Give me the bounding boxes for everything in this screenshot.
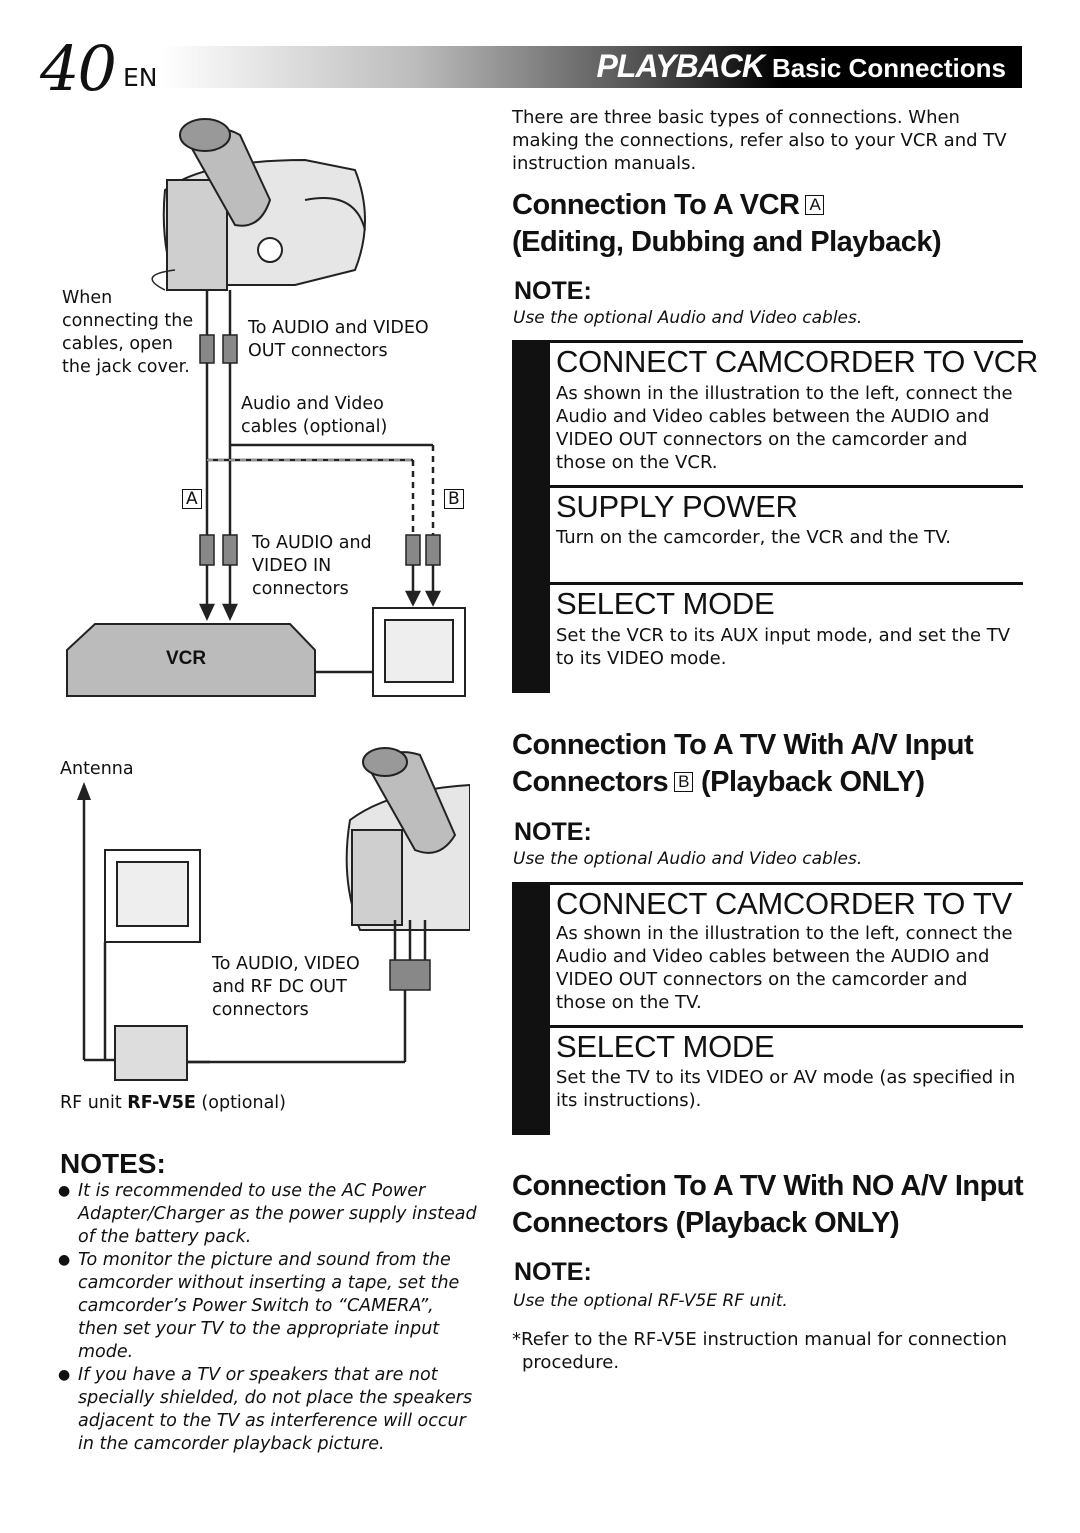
camcorder-illustration-bottom bbox=[347, 748, 470, 930]
section-a-heading-line1: Connection To A VCR bbox=[512, 189, 800, 221]
step-number: 2 bbox=[514, 1064, 544, 1118]
section-a-heading bbox=[512, 187, 1032, 261]
rf-unit-illustration bbox=[115, 1026, 187, 1080]
step-text: Turn on the camcorder, the VCR and the TV. bbox=[556, 527, 952, 548]
page-title-main: PLAYBACK bbox=[596, 48, 764, 84]
rf-unit-label bbox=[60, 1092, 286, 1115]
in-connectors-label: To AUDIO and VIDEO IN connectors bbox=[252, 533, 372, 599]
rf-unit-prefix: RF unit bbox=[60, 1093, 122, 1113]
notes-item-text: It is recommended to use the AC Power Adapter/Charger as the power supply instead of the battery pack. bbox=[78, 1181, 477, 1247]
section-b-heading-line2b: (Playback ONLY) bbox=[700, 766, 925, 798]
rf-unit-suffix: (optional) bbox=[201, 1093, 286, 1113]
section-c-heading-line1: Connection To A TV With NO A/V Input bbox=[512, 1170, 1024, 1202]
step-title: SUPPLY POWER bbox=[556, 489, 798, 524]
step-text: As shown in the illustration to the left, connect the Audio and Video cables between the AUDIO and VIDEO OUT connectors on the camcorder and those on the VCR. bbox=[556, 383, 1013, 473]
page-title-sub: Basic Connections bbox=[771, 53, 1006, 83]
step-number: 1 bbox=[514, 379, 544, 433]
step-number: 3 bbox=[514, 622, 544, 676]
page-number: 40 bbox=[40, 32, 115, 105]
step-title: CONNECT CAMCORDER TO TV bbox=[556, 886, 1012, 921]
section-b-heading-line1: Connection To A TV With A/V Input bbox=[512, 729, 974, 761]
tv-illustration-top bbox=[373, 608, 465, 696]
page-title bbox=[597, 48, 1006, 85]
notes-item: ● It is recommended to use the AC Power Adapter/Charger as the power supply instead of the battery pack. bbox=[58, 1181, 477, 1247]
label-a-box: A bbox=[182, 489, 202, 509]
label-b-box: B bbox=[444, 489, 464, 509]
rf-connection-diagram bbox=[60, 740, 470, 1090]
section-b-heading bbox=[512, 727, 1032, 801]
notes-label: NOTES: bbox=[60, 1148, 166, 1179]
step-rule bbox=[550, 882, 1023, 885]
camcorder-illustration bbox=[152, 119, 365, 290]
rf-connectors-label: To AUDIO, VIDEO and RF DC OUT connectors bbox=[212, 954, 360, 1020]
section-c-note-label: NOTE: bbox=[514, 1258, 592, 1286]
step-rule bbox=[550, 582, 1023, 585]
step-number: 2 bbox=[514, 524, 544, 578]
section-a-heading-line2: (Editing, Dubbing and Playback) bbox=[512, 226, 942, 258]
notes-list bbox=[58, 1180, 478, 1456]
section-a-box: A bbox=[805, 195, 824, 215]
out-connectors-label: To AUDIO and VIDEO OUT connectors bbox=[248, 318, 429, 361]
refer-note: *Refer to the RF-V5E instruction manual for connection procedure. bbox=[512, 1329, 1008, 1373]
page-language: EN bbox=[123, 63, 158, 92]
step-text: Set the VCR to its AUX input mode, and set the TV to its VIDEO mode. bbox=[556, 625, 1011, 669]
notes-item-text: If you have a TV or speakers that are not specially shielded, do not place the speakers adjacent to the TV as interference will occur in the camcorder playback picture. bbox=[78, 1365, 473, 1454]
step-title: SELECT MODE bbox=[556, 1029, 775, 1064]
antenna-label: Antenna bbox=[60, 759, 134, 779]
rf-unit-model: RF-V5E bbox=[127, 1093, 196, 1113]
vcr-label: VCR bbox=[166, 648, 207, 669]
section-a-note-label: NOTE: bbox=[514, 277, 592, 305]
jack-cover-label: When connecting the cables, open the jack cover. bbox=[62, 288, 194, 377]
step-title: CONNECT CAMCORDER TO VCR bbox=[556, 344, 1038, 379]
notes-item-text: To monitor the picture and sound from the camcorder without inserting a tape, set the camcorder’s Power Switch to “CAMERA”, then set your TV to the appropriate input mode. bbox=[78, 1250, 460, 1362]
step-title: SELECT MODE bbox=[556, 586, 775, 621]
step-rule bbox=[550, 340, 1023, 343]
cables-label: Audio and Video cables (optional) bbox=[241, 394, 388, 437]
section-c-heading bbox=[512, 1168, 1032, 1242]
section-b-heading-line2a: Connectors bbox=[512, 766, 669, 798]
step-rule bbox=[550, 485, 1023, 488]
notes-item: ● To monitor the picture and sound from the camcorder without inserting a tape, set the camcorder’s Power Switch to “CAMERA”, then set your TV to the appropriate input mode. bbox=[58, 1249, 478, 1364]
section-c-note-text: Use the optional RF-V5E RF unit. bbox=[513, 1291, 788, 1311]
section-b-box: B bbox=[674, 772, 693, 792]
section-b-note-label: NOTE: bbox=[514, 818, 592, 846]
intro-text: There are three basic types of connections. When making the connections, refer also to your VCR and TV instruction manuals. bbox=[512, 107, 1007, 174]
step-rule bbox=[550, 1025, 1023, 1028]
step-text: As shown in the illustration to the left, connect the Audio and Video cables between the AUDIO and VIDEO OUT connectors on the camcorder and those on the TV. bbox=[556, 923, 1013, 1013]
section-a-note-text: Use the optional Audio and Video cables. bbox=[513, 308, 863, 328]
step-number: 1 bbox=[514, 920, 544, 974]
tv-illustration-bottom bbox=[105, 850, 200, 942]
notes-item: ● If you have a TV or speakers that are not specially shielded, do not place the speakers adjacent to the TV as interference will occur in the camcorder playback picture. bbox=[58, 1364, 478, 1456]
section-b-note-text: Use the optional Audio and Video cables. bbox=[513, 849, 863, 869]
step-text: Set the TV to its VIDEO or AV mode (as specified in its instructions). bbox=[556, 1067, 1016, 1111]
section-c-heading-line2: Connectors (Playback ONLY) bbox=[512, 1207, 900, 1239]
